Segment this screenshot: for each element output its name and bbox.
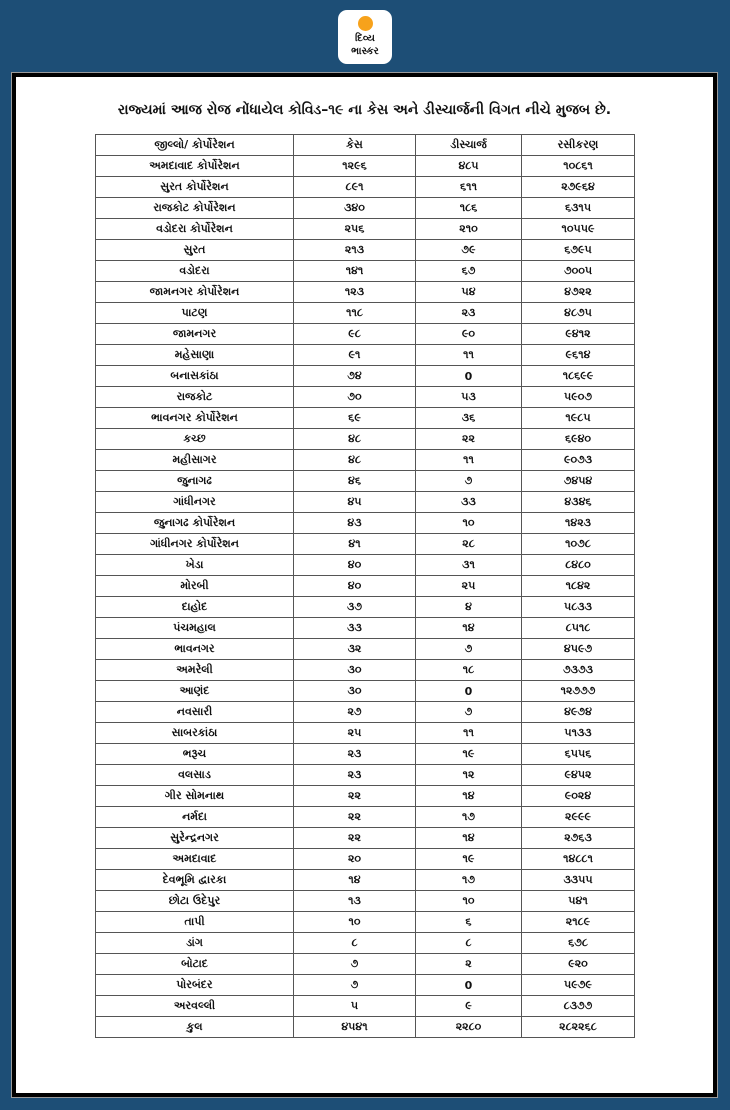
cell-cases: ૨૨ [294,786,416,807]
cell-discharge: ૬૧૧ [416,177,522,198]
cell-vaccination: ૯૪૧૨ [522,324,635,345]
cell-cases: ૧૩ [294,891,416,912]
table-row [96,807,635,828]
cell-vaccination: ૬૭૮ [522,933,635,954]
cell-discharge: ૨૨ [416,429,522,450]
cell-district: અમરેલી [96,660,294,681]
cell-discharge: ૧૧ [416,723,522,744]
cell-district: બનાસકાંઠા [96,366,294,387]
table-row [96,891,635,912]
cell-cases: ૨૩ [294,744,416,765]
cell-cases: ૯૧ [294,345,416,366]
cell-discharge: ૧૭ [416,870,522,891]
cell-discharge: ૯ [416,996,522,1017]
table-row [96,450,635,471]
cell-vaccination: ૧૪૮૮૧ [522,849,635,870]
table-row [96,954,635,975]
cell-district: કુલ [96,1017,294,1038]
table-row [96,723,635,744]
table-row [96,261,635,282]
cell-vaccination: ૪૫૯૭ [522,639,635,660]
cell-discharge: ૩૩ [416,492,522,513]
cell-discharge: ૨૮ [416,534,522,555]
cell-vaccination: ૭૪૫૪ [522,471,635,492]
table-row [96,912,635,933]
cell-district: પોરબંદર [96,975,294,996]
cell-cases: ૪૩ [294,513,416,534]
cell-vaccination: ૧૨૭૭૭ [522,681,635,702]
cell-vaccination: ૭૦૦૫ [522,261,635,282]
cell-discharge: ૧૮૬ [416,198,522,219]
cell-vaccination: ૧૦૮૬૧ [522,156,635,177]
cell-discharge: ૫૪ [416,282,522,303]
table-row [96,303,635,324]
cell-cases: ૩૪૦ [294,198,416,219]
header-discharge: ડીસ્ચાર્જ [416,135,522,156]
cell-vaccination: ૫૯૦૭ [522,387,635,408]
table-row [96,639,635,660]
cell-discharge: 0 [416,366,522,387]
cell-district: જામનગર [96,324,294,345]
logo-text-line-1: દિવ્ય [355,33,375,44]
cell-vaccination: ૨૮૨૨૬૮ [522,1017,635,1038]
cell-discharge: ૬ [416,912,522,933]
cell-vaccination: ૫૪૧ [522,891,635,912]
cell-cases: ૫ [294,996,416,1017]
table-row [96,849,635,870]
cell-discharge: ૧૯ [416,744,522,765]
cell-cases: ૪૦ [294,555,416,576]
cell-district: બોટાદ [96,954,294,975]
cell-discharge: 0 [416,681,522,702]
cell-district: ભાવનગર [96,639,294,660]
cell-discharge: ૧૮ [416,660,522,681]
cell-vaccination: ૪૮૭૫ [522,303,635,324]
cell-vaccination: ૯૪૫૨ [522,765,635,786]
cell-vaccination: ૯૦૨૪ [522,786,635,807]
cell-vaccination: ૨૧૮૯ [522,912,635,933]
cell-vaccination: ૧૦૭૮ [522,534,635,555]
cell-discharge: ૧૨ [416,765,522,786]
cell-district: વડોદરા કોર્પોરેશન [96,219,294,240]
cell-cases: ૪૫૪૧ [294,1017,416,1038]
cell-vaccination: ૮૪૮૦ [522,555,635,576]
cell-discharge: ૧૪ [416,828,522,849]
cell-district: અમદાવાદ કોર્પોરેશન [96,156,294,177]
table-row [96,597,635,618]
cell-cases: ૩૨ [294,639,416,660]
cell-cases: ૪૬ [294,471,416,492]
cell-cases: ૮૯૧ [294,177,416,198]
cell-vaccination: ૧૪૨૩ [522,513,635,534]
cell-discharge: ૧૦ [416,891,522,912]
cell-district: સુરેન્દ્રનગર [96,828,294,849]
cell-vaccination: ૧૮૪૨ [522,576,635,597]
cell-cases: ૯૮ [294,324,416,345]
cell-district: પાટણ [96,303,294,324]
cell-discharge: ૭ [416,702,522,723]
cell-discharge: ૧૦ [416,513,522,534]
cell-discharge: ૧૧ [416,345,522,366]
table-row [96,576,635,597]
table-row [96,471,635,492]
table-row [96,240,635,261]
table-row [96,744,635,765]
cell-vaccination: ૯૦૭૩ [522,450,635,471]
divya-bhaskar-logo [338,10,392,64]
cell-vaccination: ૫૮૩૩ [522,597,635,618]
cell-cases: ૭ [294,975,416,996]
table-row [96,870,635,891]
header-cases: કેસ [294,135,416,156]
table-row [96,681,635,702]
cell-cases: ૩૦ [294,660,416,681]
cell-vaccination: ૪૯૭૪ [522,702,635,723]
cell-discharge: ૧૭ [416,807,522,828]
table-row [96,702,635,723]
sun-icon [358,16,373,31]
cell-district: સાબરકાંઠા [96,723,294,744]
cell-discharge: ૨૩ [416,303,522,324]
cell-cases: ૨૫ [294,723,416,744]
table-body [96,156,635,1038]
table-row [96,429,635,450]
cell-discharge: ૨૫ [416,576,522,597]
table-row [96,828,635,849]
cell-cases: ૭૪ [294,366,416,387]
table-row [96,387,635,408]
cell-district: સુરત [96,240,294,261]
cell-discharge: ૧૪ [416,618,522,639]
cell-vaccination: ૬૭૯૫ [522,240,635,261]
cell-district: વડોદરા [96,261,294,282]
cell-discharge: ૯૦ [416,324,522,345]
cell-district: ભરૂચ [96,744,294,765]
cell-vaccination: ૬૩૧૫ [522,198,635,219]
table-row [96,219,635,240]
cell-cases: ૪૧ [294,534,416,555]
cell-discharge: ૨૧૦ [416,219,522,240]
cell-cases: ૨૧૩ [294,240,416,261]
table-row [96,765,635,786]
cell-vaccination: ૨૭૯૬૪ [522,177,635,198]
table-row [96,324,635,345]
cell-cases: ૪૦ [294,576,416,597]
cell-district: અરવલ્લી [96,996,294,1017]
cell-vaccination: ૨૯૯૯ [522,807,635,828]
cell-discharge: ૬૭ [416,261,522,282]
cell-district: ડાંગ [96,933,294,954]
cell-district: પંચમહાલ [96,618,294,639]
cell-vaccination: ૧૮૬૯૯ [522,366,635,387]
logo-text-line-2: ભાસ્કર [351,46,379,57]
cell-district: સુરત કોર્પોરેશન [96,177,294,198]
cell-district: ખેડા [96,555,294,576]
cell-discharge: ૮ [416,933,522,954]
table-row [96,618,635,639]
cell-cases: ૨૩ [294,765,416,786]
table-row [96,513,635,534]
cell-district: જુનાગઢ કોર્પોરેશન [96,513,294,534]
cell-cases: ૮ [294,933,416,954]
cell-district: મહેસાણા [96,345,294,366]
cell-district: નર્મદા [96,807,294,828]
cell-discharge: ૭૯ [416,240,522,261]
cell-district: દાહોદ [96,597,294,618]
cell-cases: ૩૭ [294,597,416,618]
cell-district: મહીસાગર [96,450,294,471]
cell-district: દેવભૂમિ દ્વારકા [96,870,294,891]
cell-cases: ૨૦ [294,849,416,870]
cell-district: તાપી [96,912,294,933]
cell-district: જુનાગઢ [96,471,294,492]
cell-cases: ૨૭ [294,702,416,723]
cell-cases: ૧૧૮ [294,303,416,324]
cell-vaccination: ૪૭૨૨ [522,282,635,303]
cell-discharge: ૨૨૮૦ [416,1017,522,1038]
table-row [96,933,635,954]
cell-vaccination: ૪૩૪૬ [522,492,635,513]
cell-district: છોટા ઉદેપુર [96,891,294,912]
cell-cases: ૧૨૯૬ [294,156,416,177]
cell-district: રાજકોટ [96,387,294,408]
cell-district: જામનગર કોર્પોરેશન [96,282,294,303]
cell-cases: ૭ [294,954,416,975]
cell-discharge: ૭ [416,639,522,660]
header-vaccination: રસીકરણ [522,135,635,156]
cell-cases: ૨૨ [294,828,416,849]
cell-vaccination: ૭૩૭૩ [522,660,635,681]
table-row [96,408,635,429]
table-row [96,492,635,513]
cell-discharge: ૧૯ [416,849,522,870]
cell-cases: ૬૯ [294,408,416,429]
cell-cases: ૩૦ [294,681,416,702]
table-row [96,975,635,996]
cell-cases: ૧૦ [294,912,416,933]
cell-district: નવસારી [96,702,294,723]
cell-district: ભાવનગર કોર્પોરેશન [96,408,294,429]
cell-cases: ૨૫૬ [294,219,416,240]
cell-cases: ૩૩ [294,618,416,639]
cell-discharge: ૫૩ [416,387,522,408]
cell-discharge: ૪ [416,597,522,618]
table-row [96,177,635,198]
document-frame [11,72,718,1098]
cell-vaccination: ૫૯૭૯ [522,975,635,996]
table-row [96,156,635,177]
cell-cases: ૪૮ [294,429,416,450]
cell-vaccination: ૨૭૬૩ [522,828,635,849]
cell-discharge: ૩૧ [416,555,522,576]
cell-discharge: ૧૪ [416,786,522,807]
cell-district: અમદાવાદ [96,849,294,870]
cell-cases: ૧૪ [294,870,416,891]
cell-cases: ૨૨ [294,807,416,828]
table-row [96,786,635,807]
cell-cases: ૧૪૧ [294,261,416,282]
cell-district: વલસાડ [96,765,294,786]
cell-vaccination: ૮૩૭૭ [522,996,635,1017]
cell-district: આણંદ [96,681,294,702]
table-row [96,345,635,366]
cell-district: ગીર સોમનાથ [96,786,294,807]
cell-district: ગાંધીનગર [96,492,294,513]
cell-discharge: ૩૬ [416,408,522,429]
cell-district: ગાંધીનગર કોર્પોરેશન [96,534,294,555]
table-row [96,198,635,219]
table-row [96,366,635,387]
cell-cases: ૪૮ [294,450,416,471]
table-row [96,660,635,681]
table-header-row [96,135,635,156]
header-district: જીલ્લો/ કોર્પોરેશન [96,135,294,156]
cell-vaccination: ૬૫૫૬ [522,744,635,765]
cell-cases: ૧૨૩ [294,282,416,303]
cell-cases: ૪૫ [294,492,416,513]
cell-discharge: ૪૮૫ [416,156,522,177]
cell-vaccination: ૮૫૧૮ [522,618,635,639]
cell-district: રાજકોટ કોર્પોરેશન [96,198,294,219]
cell-discharge: ૭ [416,471,522,492]
table-row [96,282,635,303]
cell-vaccination: ૩૩૫૫ [522,870,635,891]
cell-vaccination: ૧૦૫૫૯ [522,219,635,240]
cell-discharge: ૨ [416,954,522,975]
covid-district-table [95,134,635,1038]
cell-vaccination: ૯૬૧૪ [522,345,635,366]
table-row [96,555,635,576]
cell-vaccination: ૫૧૩૩ [522,723,635,744]
cell-vaccination: ૬૯૪૦ [522,429,635,450]
cell-discharge: 0 [416,975,522,996]
document-heading: રાજ્યમાં આજ રોજ નોંધાયેલ કોવિડ–૧૯ ના કેસ અને ડીસ્ચાર્જની વિગત નીચે મુજબ છે. [117,102,612,118]
document-page [16,77,713,1093]
cell-cases: ૭૦ [294,387,416,408]
cell-vaccination: ૯૨૦ [522,954,635,975]
table-row [96,534,635,555]
table-total-row [96,1017,635,1038]
cell-vaccination: ૧૯૮૫ [522,408,635,429]
table-row [96,996,635,1017]
cell-district: કચ્છ [96,429,294,450]
cell-discharge: ૧૧ [416,450,522,471]
cell-district: મોરબી [96,576,294,597]
